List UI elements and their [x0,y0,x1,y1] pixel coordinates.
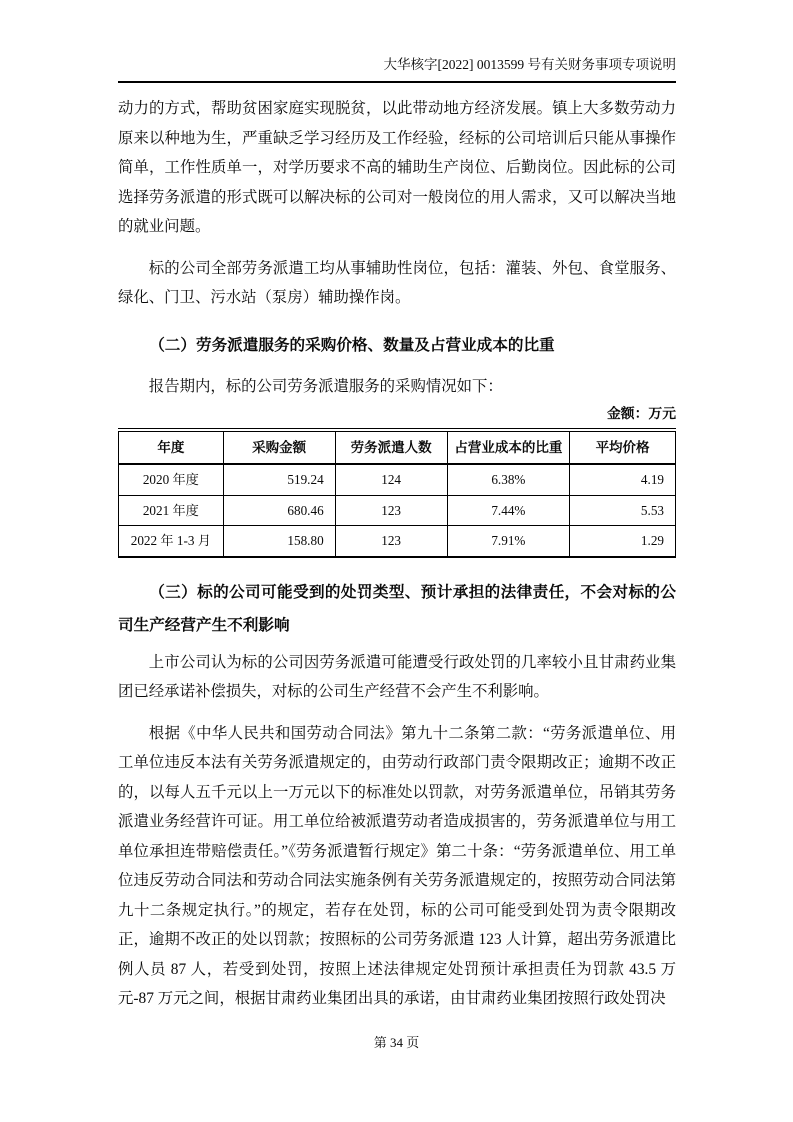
table-header-purchase-amount: 采购金额 [223,430,335,464]
cell-dispatch-headcount: 123 [335,526,447,557]
page-footer [0,1033,793,1053]
table-header-row [119,430,676,464]
paragraph-labor-dispatch-intro: 动力的方式，帮助贫困家庭实现脱贫，以此带动地方经济发展。镇上大多数劳动力原来以种地为生，严重缺乏学习经历及工作经验，经标的公司培训后只能从事操作简单，工作性质单一，对学历要求不高的辅助生产岗位、后勤岗位。因此标的公司选择劳务派遣的形式既可以解决标的公司对一般岗位的用人需求，又可以解决当地的就业问题。 [118,100,676,235]
cell-purchase-amount: 680.46 [223,495,335,526]
table-row-2021 [119,495,676,526]
table-header-dispatch-headcount: 劳务派遣人数 [335,430,447,464]
cell-cost-ratio: 7.91% [447,526,570,557]
document-reference-title: 大华核字[2022] 0013599 号有关财务事项专项说明 [383,57,676,72]
document-content [118,94,676,1014]
table-row-2020 [119,464,676,495]
table-row-2022-q1 [119,526,676,557]
cell-dispatch-headcount: 124 [335,464,447,495]
paragraph-auxiliary-positions: 标的公司全部劳务派遣工均从事辅助性岗位，包括：灌装、外包、食堂服务、绿化、门卫、污水站（泵房）辅助操作岗。 [118,259,676,306]
table-header-average-price: 平均价格 [570,430,676,464]
cell-year: 2022 年 1-3 月 [119,526,224,557]
section-heading-penalty: （三）标的公司可能受到的处罚类型、预计承担的法律责任，不会对标的公司生产经营产生不利影响 [118,583,676,634]
cell-year: 2020 年度 [119,464,224,495]
page-number: 第 34 页 [373,1035,420,1050]
cell-cost-ratio: 6.38% [447,464,570,495]
section-heading-procurement: （二）劳务派遣服务的采购价格、数量及占营业成本的比重 [149,336,555,354]
cell-purchase-amount: 519.24 [223,464,335,495]
cell-average-price: 4.19 [570,464,676,495]
paragraph-legal-basis: 根据《中华人民共和国劳动合同法》第九十二条第二款：“劳务派遣单位、用工单位违反本法有关劳务派遣规定的，由劳动行政部门责令限期改正；逾期不改正的，以每人五千元以上一万元以下的标准处以罚款，对劳务派遣单位，吊销其劳务派遣业务经营许可证。用工单位给被派遣劳动者造成损害的，劳务派遣单位与用工单位承担连带赔偿责任。”《劳务派遣暂行规定》第二十条：“劳务派遣单位、用工单位违反劳动合同法和劳动合同法实施条例有关劳务派遣规定的，按照劳动合同法第九十二条规定执行。”的规定，若存在处罚，标的公司可能受到处罚为责令限期改正，逾期不改正的处以罚款；按照标的公司劳务派遣 123 人计算，超出劳务派遣比例人员 87 人，若受到处罚，按照上述法律规定处罚预计承担责任为罚款 43.5 万元-87 万元之间，根据甘肃药业集团出具的承诺，由甘肃药业集团按照行政处罚决 [118,724,676,1007]
cell-dispatch-headcount: 123 [335,495,447,526]
paragraph-report-period: 报告期内，标的公司劳务派遣服务的采购情况如下： [148,377,503,395]
cell-average-price: 1.29 [570,526,676,557]
table-header-cost-ratio: 占营业成本的比重 [447,430,570,464]
cell-average-price: 5.53 [570,495,676,526]
procurement-table [118,428,676,558]
table-unit-note: 金额：万元 [607,406,676,421]
cell-year: 2021 年度 [119,495,224,526]
cell-purchase-amount: 158.80 [223,526,335,557]
cell-cost-ratio: 7.44% [447,495,570,526]
table-header-year: 年度 [119,430,224,464]
page-header [118,54,676,83]
paragraph-penalty-risk: 上市公司认为标的公司因劳务派遣可能遭受行政处罚的几率较小且甘肃药业集团已经承诺补偿损失，对标的公司生产经营不会产生不利影响。 [118,653,676,700]
